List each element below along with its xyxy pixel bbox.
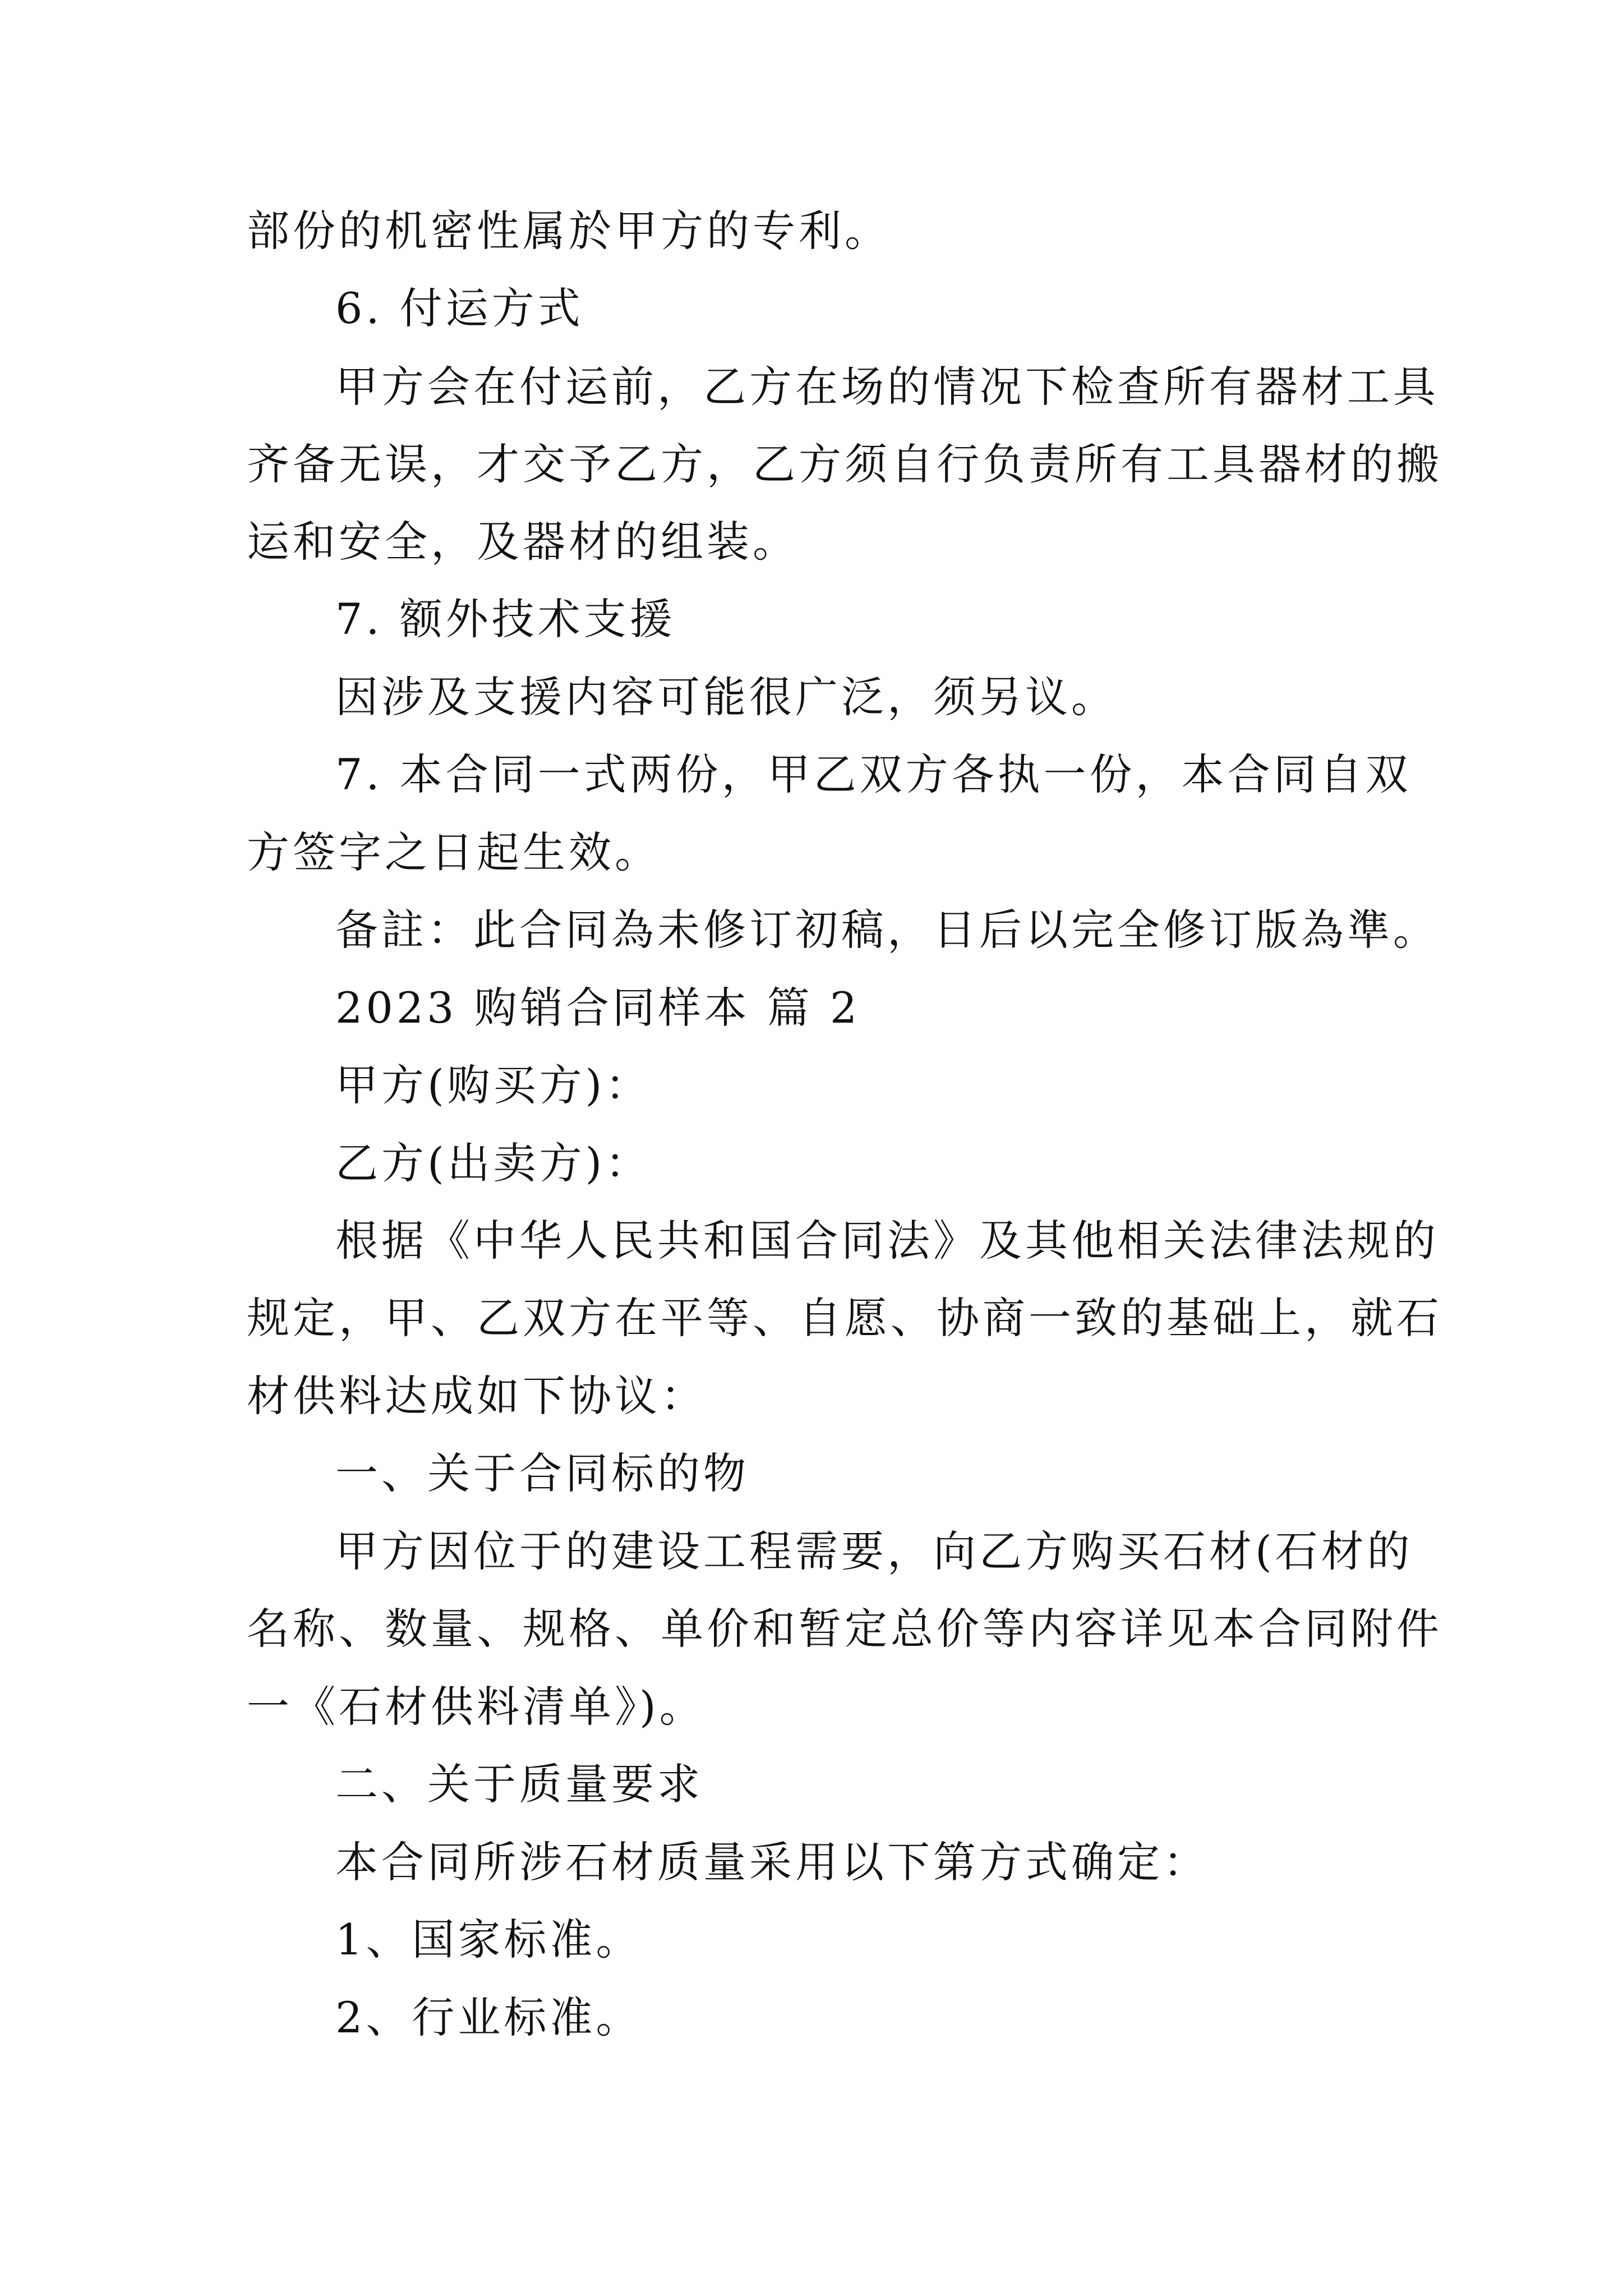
remark-line: 备註：此合同為未修订初稿，日后以完全修订版為準。: [335, 905, 1439, 955]
party-a-line: 甲方(购买方)：: [335, 1060, 652, 1110]
text-line: 7. 本合同一式两份，甲乙双方各执一份，本合同自双: [335, 749, 1412, 799]
text-line: 齐备无误，才交予乙方，乙方须自行负责所有工具器材的搬: [247, 439, 1442, 489]
text-line: 甲方会在付运前，乙方在场的情况下检查所有器材工具: [335, 362, 1439, 412]
text-line: 方签字之日起生效。: [247, 827, 661, 877]
text-line: 一《石材供料清单》)。: [247, 1682, 706, 1732]
text-line: 规定，甲、乙双方在平等、自愿、协商一致的基础上，就石: [247, 1293, 1442, 1343]
section-heading: 二、关于质量要求: [335, 1759, 703, 1809]
document-section-title: 2023 购销合同样本 篇 2: [335, 983, 861, 1033]
text-line: 运和安全，及器材的组装。: [247, 517, 799, 567]
text-line: 根据《中华人民共和国合同法》及其他相关法律法规的: [335, 1216, 1439, 1266]
text-line: 因涉及支援内容可能很广泛，须另议。: [335, 672, 1117, 722]
section-heading: 6. 付运方式: [335, 283, 584, 333]
list-item: 2、行业标准。: [335, 1993, 642, 2042]
section-heading: 一、关于合同标的物: [335, 1448, 749, 1498]
party-b-line: 乙方(出卖方)：: [335, 1138, 652, 1188]
section-heading: 7. 额外技术支援: [335, 594, 676, 644]
text-line: 材供料达成如下协议：: [247, 1371, 707, 1421]
list-item: 1、国家标准。: [335, 1915, 642, 1964]
text-line: 部份的机密性属於甲方的专利。: [247, 206, 891, 256]
text-line: 名称、数量、规格、单价和暂定总价等内容详见本合同附件: [247, 1604, 1442, 1654]
text-line: 甲方因位于的建设工程需要，向乙方购买石材(石材的: [335, 1526, 1413, 1576]
text-line: 本合同所涉石材质量采用以下第方式确定：: [335, 1837, 1209, 1887]
